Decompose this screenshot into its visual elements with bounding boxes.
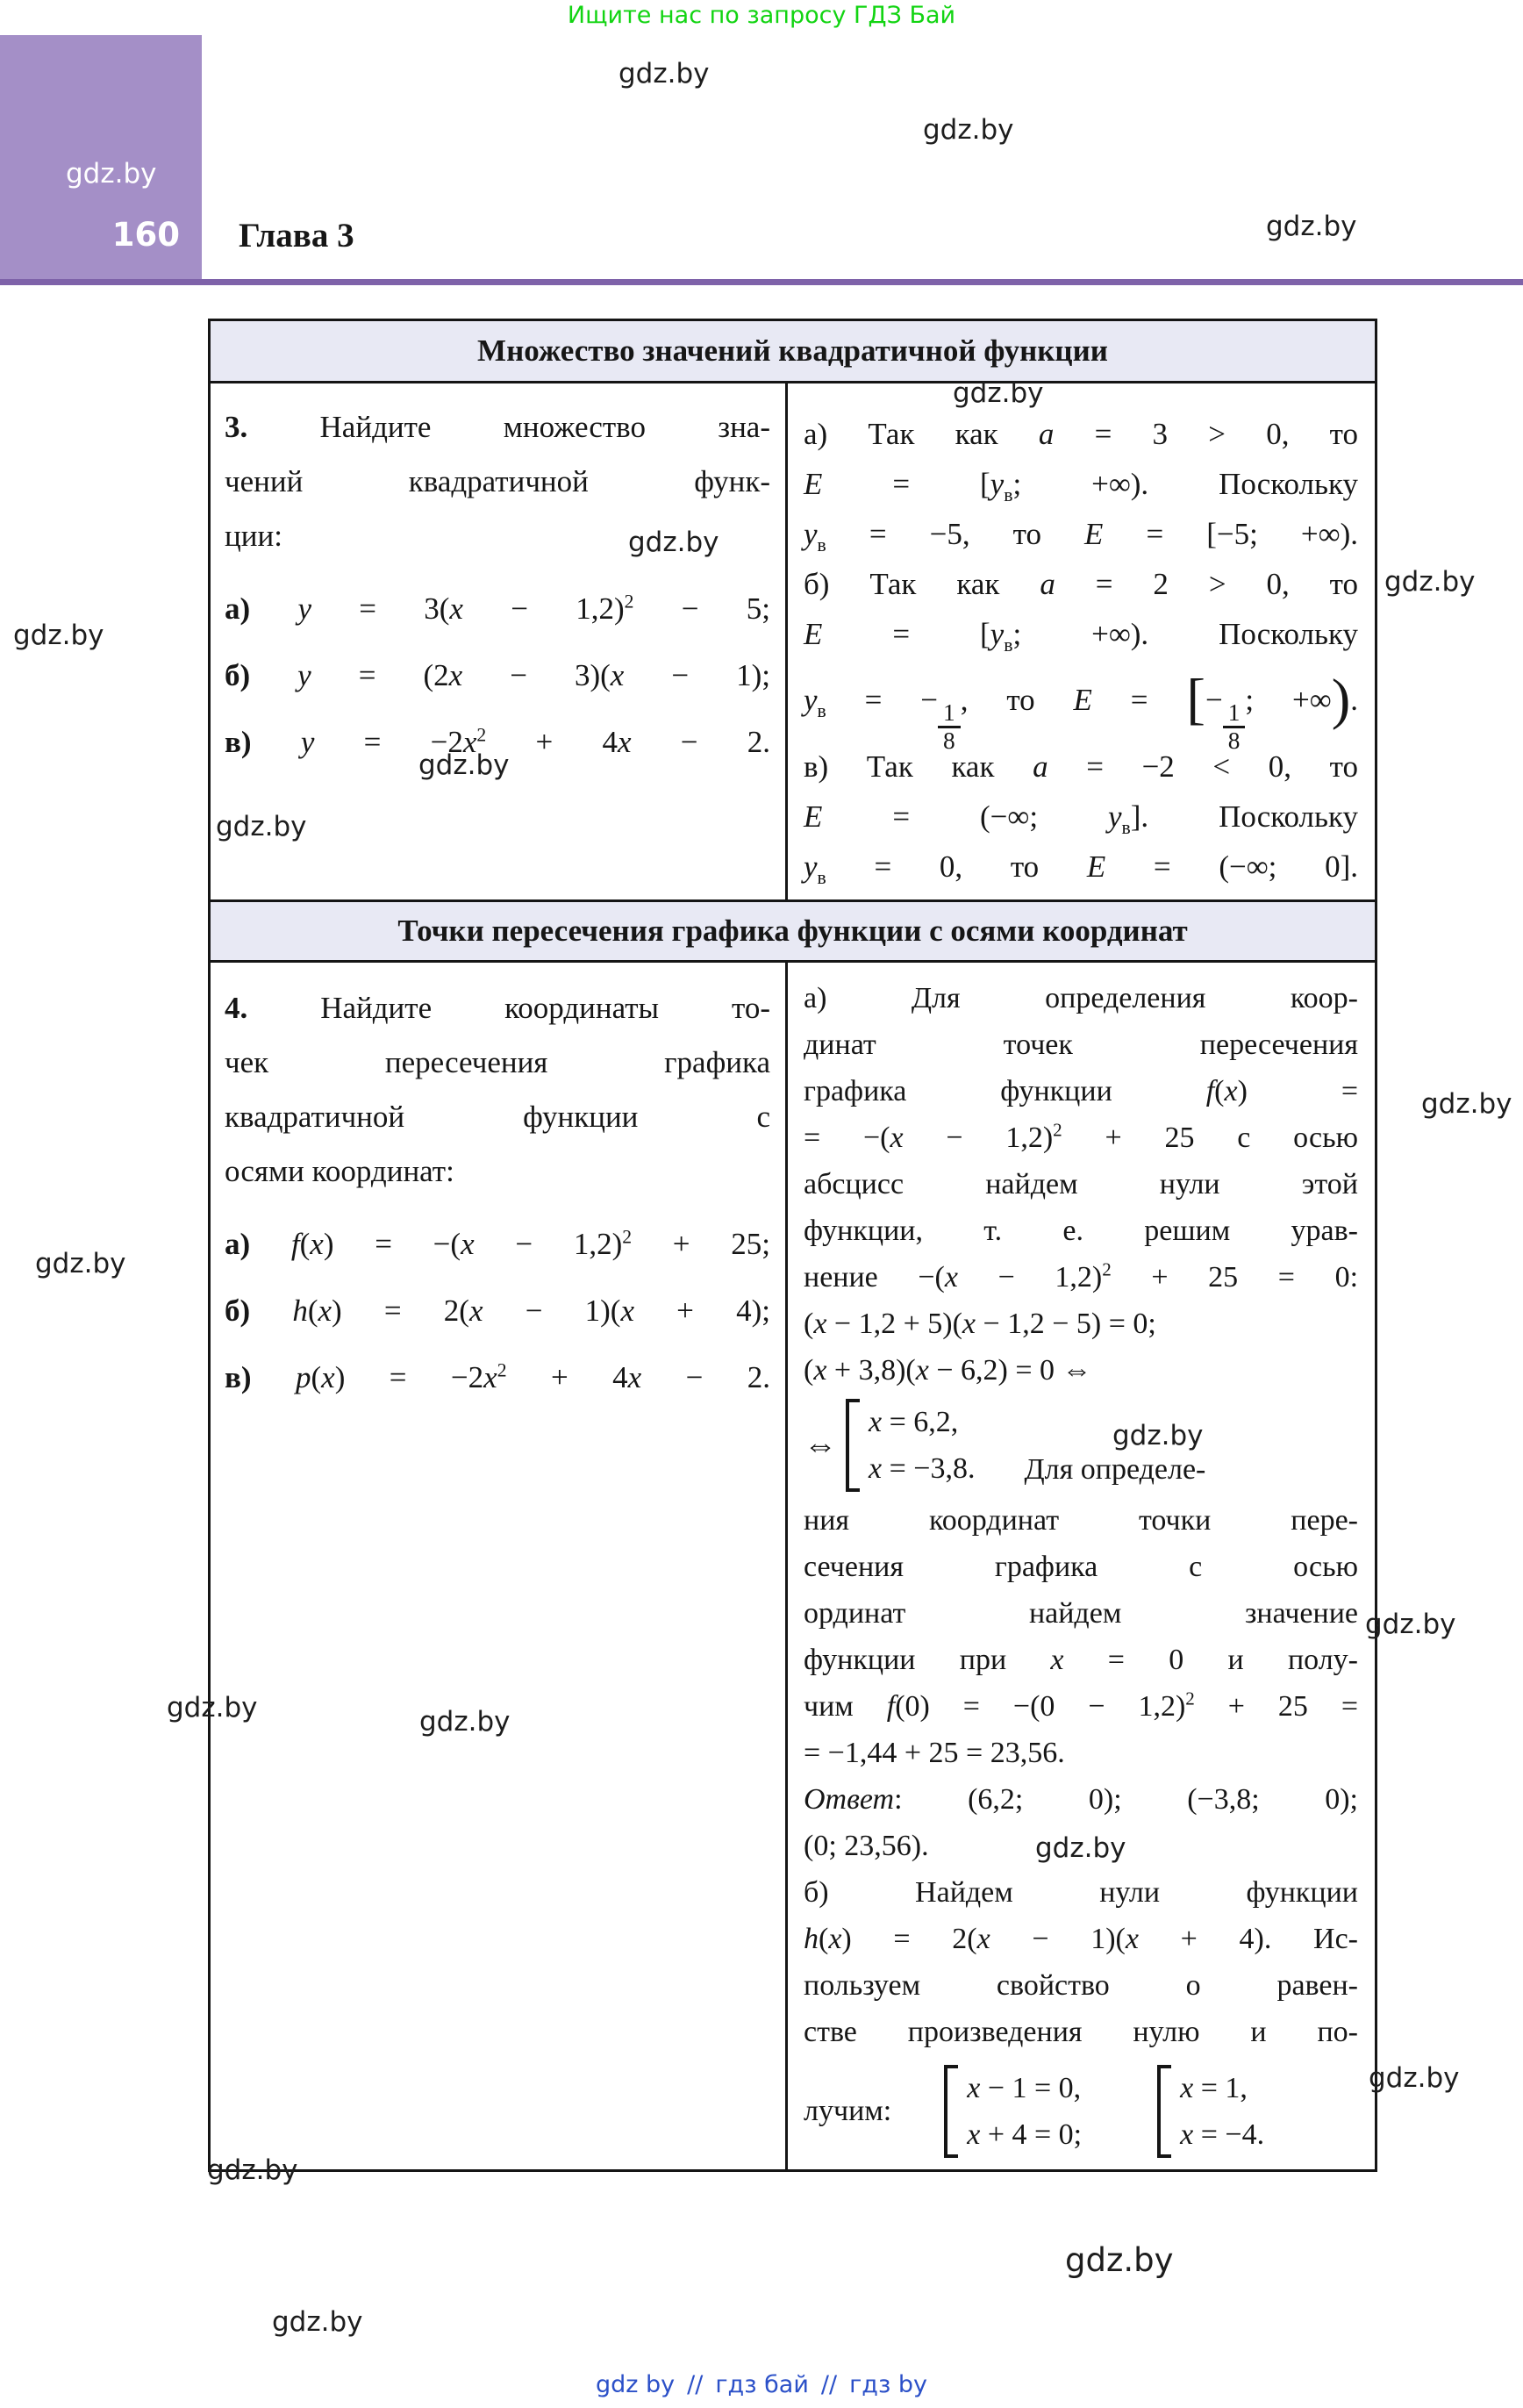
footer-link-gdz-by[interactable]: gdz by — [595, 2371, 676, 2398]
text-line: x = −3,8. — [869, 1452, 976, 1485]
column-divider — [785, 383, 788, 899]
text-line: h(x) = 2(x − 1)(x + 4). Ис- — [804, 1923, 1358, 1955]
promo-banner: Ищите нас по запросу ГДЗ Бай — [567, 2, 956, 29]
watermark-gdz: gdz.by — [1421, 1088, 1512, 1120]
text-line: сечения графика с осью — [804, 1551, 1358, 1583]
page-number: 160 — [111, 216, 180, 254]
table-section-header-1: Множество значений квадратичной функции — [211, 321, 1375, 383]
watermark-gdz: gdz.by — [1035, 1832, 1126, 1864]
text-line: (x + 3,8)(x − 6,2) = 0 ⇔ — [804, 1354, 1092, 1387]
system-bracket-group — [944, 2065, 1082, 2158]
problem-3-cell — [225, 400, 770, 776]
text-line: (0; 23,56). — [804, 1830, 929, 1862]
system-bracket-group — [1157, 2065, 1264, 2158]
text-line: графика функции f(x) = — [804, 1075, 1359, 1107]
text-line: а) Для определения коор- — [804, 982, 1358, 1014]
solution-4a-system — [804, 1394, 1358, 1497]
text-line: пользуем свойство о равен- — [804, 1969, 1358, 2002]
footer-link-gdz-by2[interactable]: гдз by — [849, 2371, 928, 2398]
text-line: б) h(x) = 2(x − 1)(x + 4); — [225, 1294, 770, 1328]
watermark-gdz: gdz.by — [216, 811, 307, 842]
problem-4-cell — [225, 981, 770, 1411]
watermark-gdz: gdz.by — [1266, 211, 1357, 242]
text-line: в) Так как a = −2 < 0, то — [804, 749, 1358, 784]
watermark-gdz: gdz.by — [1112, 1420, 1204, 1451]
text-line: 3. Найдите множество зна- — [225, 410, 770, 444]
watermark-gdz: gdz.by — [35, 1248, 126, 1279]
text-line: а) Так как a = 3 > 0, то — [804, 417, 1358, 451]
watermark-gdz: gdz.by — [419, 1706, 511, 1738]
text-line: в) $p(x) = -2x^2 + 4x - 2$. — [225, 1359, 770, 1394]
bracket-icon — [944, 2065, 958, 2158]
text-line: чек пересечения графика — [225, 1045, 770, 1079]
text-line: $y_в$ = − $\frac{1}{8}$ , то E = [− $\frac{1}{8}$ ; +∞). — [804, 668, 1358, 754]
text-line: стве произведения нулю и по- — [804, 2016, 1358, 2048]
text-line: б) Так как a = 2 > 0, то — [804, 567, 1359, 601]
solution-3-cell — [804, 409, 1358, 892]
watermark-gdz: gdz.by — [628, 527, 719, 558]
fraction: $\frac{1}{8}$ — [938, 700, 961, 753]
bracket-icon — [1157, 2065, 1171, 2158]
text-line: Ответ: (6,2; 0); (−3,8; 0); — [804, 1783, 1358, 1816]
equivalence-arrow: ⇔ — [804, 1427, 837, 1464]
text-line: x = −4. — [1180, 2118, 1265, 2151]
text-line: а) $f(x) = -(x - 1,2)^2 + 25$; — [225, 1226, 770, 1261]
text-line: функции, т. е. решим урав- — [804, 1215, 1358, 1247]
table-section-header-2: Точки пересечения графика функции с осями координат — [211, 899, 1375, 963]
text-line: динат точек пересечения — [804, 1028, 1358, 1061]
watermark-gdz: gdz.by — [167, 1692, 258, 1724]
footer-separator: // — [820, 2371, 838, 2398]
text-line: 4. Найдите координаты то- — [225, 991, 770, 1025]
text-line: $E = [y_в$; +∞). Поскольку — [804, 467, 1358, 505]
footer-link-gdz-bai[interactable]: гдз бай — [715, 2371, 809, 2398]
solution-4b-text — [804, 1497, 1358, 2055]
text-line: в) $y = -2x^2 + 4x - 2$. — [225, 724, 770, 759]
watermark-gdz: gdz.by — [1384, 566, 1476, 598]
text-line: чим $f(0) = -(0 - 1,2)^2 + 25$ = — [804, 1688, 1358, 1723]
solution-4a-text — [804, 975, 1358, 1394]
text-line: ния координат точки пере- — [804, 1504, 1358, 1537]
system-rows — [1180, 2065, 1264, 2158]
text-line: $E = [y_в$; +∞). Поскольку — [804, 617, 1358, 656]
watermark-gdz: gdz.by — [618, 58, 710, 90]
text-line: x + 4 = 0; — [967, 2118, 1083, 2151]
solution-4b-system — [804, 2055, 1358, 2168]
watermark-gdz: gdz.by — [953, 377, 1044, 409]
system-label: лучим: — [804, 2095, 892, 2127]
text-line: чений квадратичной функ- — [225, 464, 770, 498]
watermark-gdz: gdz.by — [1369, 2062, 1460, 2094]
text-line: нение $-(x - 1,2)^2 + 25 = 0$: — [804, 1258, 1359, 1294]
text-line: функции при x = 0 и полу- — [804, 1644, 1359, 1676]
text-line: x − 1 = 0, — [967, 2072, 1082, 2104]
fraction: $\frac{1}{8}$ — [1223, 700, 1246, 753]
text-line: E = (−∞; $y_в$]. Поскольку — [804, 799, 1358, 838]
system-rows — [967, 2065, 1082, 2158]
text-line: x = 1, — [1180, 2072, 1248, 2104]
system-rows — [869, 1399, 975, 1492]
text-line: а) $y = 3(x - 1,2)^2 - 5$; — [225, 591, 770, 626]
text-line: осями координат: — [225, 1154, 454, 1188]
text-line: б) Найдем нули функции — [804, 1876, 1358, 1909]
solution-4a-side-text: Для определе- — [1024, 1453, 1206, 1486]
text-line: $y_в = 0$, то E = (−∞; 0]. — [804, 849, 1358, 888]
header-divider — [0, 279, 1523, 285]
system-bracket-group — [846, 1399, 975, 1492]
watermark-gdz: gdz.by — [923, 114, 1014, 146]
watermark-gdz: gdz.by — [207, 2154, 298, 2186]
text-line: $y_в = -5$, то E = [−5; +∞). — [804, 517, 1359, 555]
text-line: = $-(x - 1,2)^2 + 25$ с осью — [804, 1119, 1358, 1154]
text-line: x = 6,2, — [869, 1406, 959, 1438]
watermark-gdz: gdz.by — [1365, 1609, 1456, 1640]
text-line: ординат найдем значение — [804, 1597, 1358, 1630]
watermark-gdz: gdz.by — [13, 620, 104, 651]
watermark-gdz: gdz.by — [418, 749, 510, 781]
content-table — [208, 319, 1377, 2172]
text-line: ции: — [225, 519, 282, 553]
text-line: б) y = (2x − 3)(x − 1); — [225, 658, 770, 692]
text-line: = −1,44 + 25 = 23,56. — [804, 1737, 1065, 1769]
watermark-gdz: gdz.by — [66, 158, 157, 190]
text-line: квадратичной функции с — [225, 1100, 770, 1134]
solution-4-cell — [804, 975, 1358, 2168]
chapter-title: Глава 3 — [239, 217, 354, 254]
watermark-gdz: gdz.by — [272, 2306, 363, 2338]
bracket-icon — [846, 1399, 860, 1492]
footer-separator: // — [687, 2371, 704, 2398]
column-divider — [785, 963, 788, 2169]
text-line: абсцисс найдем нули этой — [804, 1168, 1358, 1200]
text-line: (x − 1,2 + 5)(x − 1,2 − 5) = 0; — [804, 1308, 1156, 1340]
footer-links — [0, 2371, 1523, 2398]
